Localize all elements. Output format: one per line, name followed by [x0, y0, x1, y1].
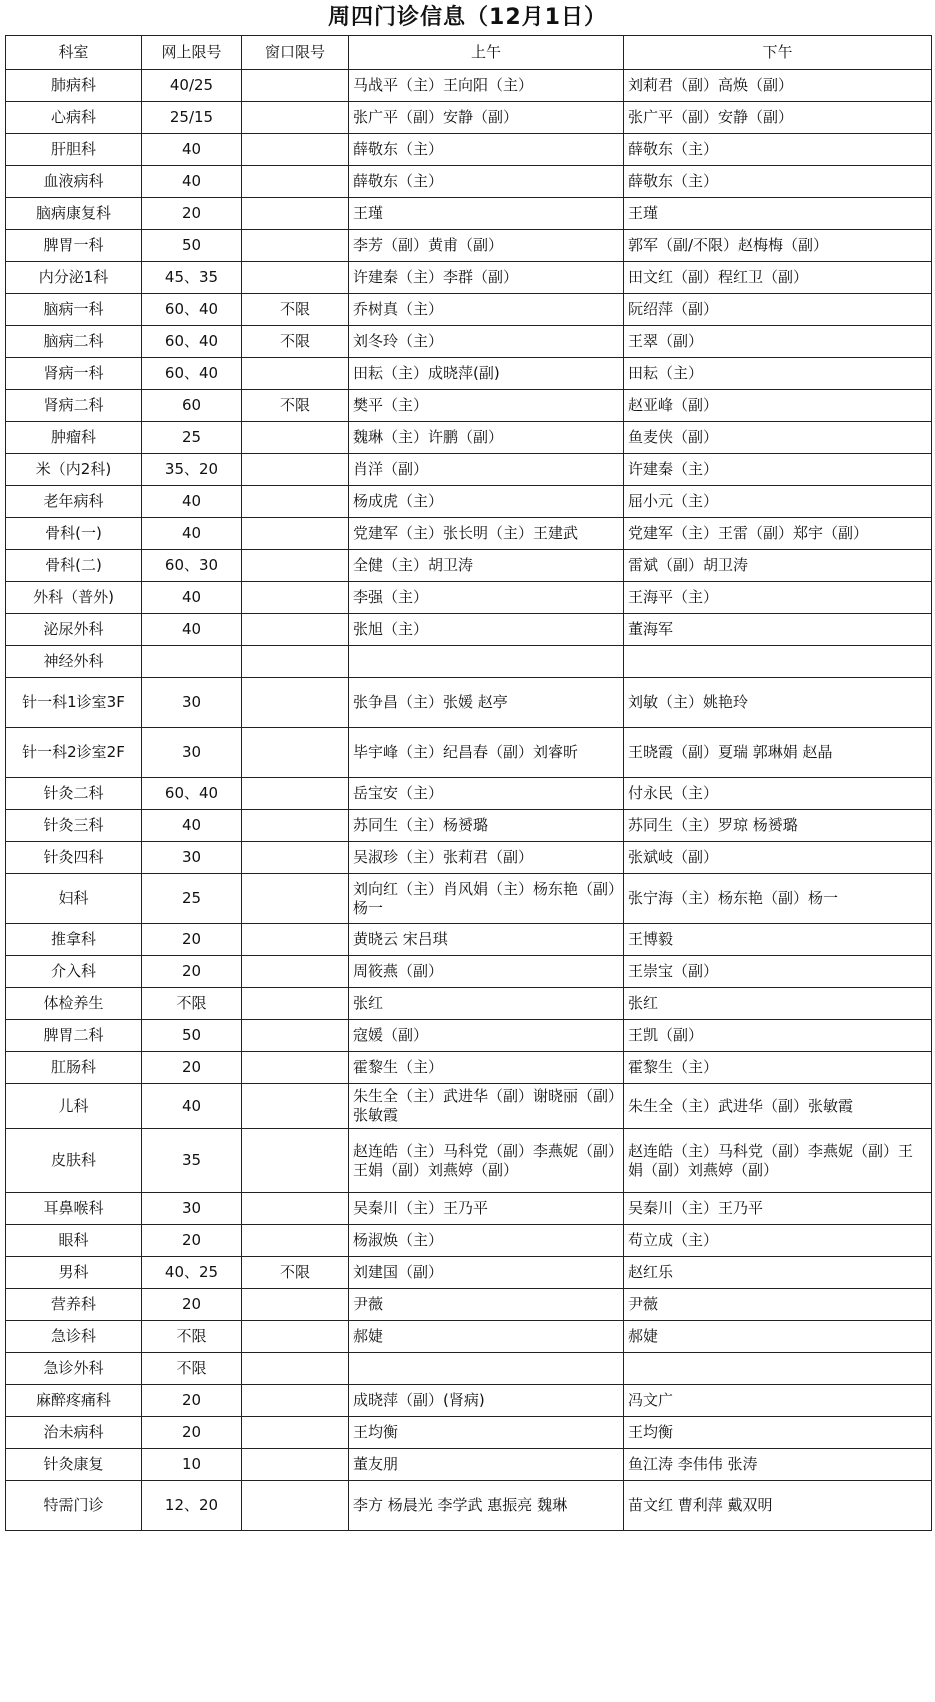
morning-doctors-cell: 李方 杨晨光 李学武 惠振亮 魏琳 — [349, 1481, 624, 1531]
afternoon-doctors-cell: 王均衡 — [624, 1417, 932, 1449]
window-limit-cell — [242, 988, 349, 1020]
page-title: 周四门诊信息（12月1日） — [328, 5, 607, 30]
online-limit-cell: 40/25 — [142, 70, 242, 102]
online-limit-cell: 30 — [142, 728, 242, 778]
table-row — [6, 1321, 932, 1353]
online-limit-cell: 25/15 — [142, 102, 242, 134]
table-row — [6, 728, 932, 778]
dept-cell: 肾病二科 — [6, 390, 142, 422]
window-limit-cell — [242, 1385, 349, 1417]
morning-doctors-cell: 王均衡 — [349, 1417, 624, 1449]
morning-doctors-cell: 成晓萍（副）(肾病) — [349, 1385, 624, 1417]
afternoon-doctors-cell: 张宁海（主）杨东艳（副）杨一 — [624, 874, 932, 924]
dept-cell: 脾胃二科 — [6, 1020, 142, 1052]
table-row — [6, 390, 932, 422]
table-row — [6, 134, 932, 166]
dept-cell: 针灸二科 — [6, 778, 142, 810]
dept-cell: 肿瘤科 — [6, 422, 142, 454]
window-limit-cell — [242, 518, 349, 550]
window-limit-cell — [242, 678, 349, 728]
afternoon-doctors-cell: 王瑾 — [624, 198, 932, 230]
dept-cell: 麻醉疼痛科 — [6, 1385, 142, 1417]
morning-doctors-cell: 尹薇 — [349, 1289, 624, 1321]
window-limit-cell — [242, 810, 349, 842]
online-limit-cell: 40 — [142, 518, 242, 550]
table-row — [6, 294, 932, 326]
table-row — [6, 988, 932, 1020]
dept-cell: 骨科(二) — [6, 550, 142, 582]
table-row — [6, 486, 932, 518]
window-limit-cell — [242, 1289, 349, 1321]
dept-cell: 耳鼻喉科 — [6, 1193, 142, 1225]
table-row — [6, 550, 932, 582]
window-limit-cell — [242, 924, 349, 956]
window-limit-cell — [242, 646, 349, 678]
morning-doctors-cell: 魏琳（主）许鹏（副） — [349, 422, 624, 454]
dept-cell: 肛肠科 — [6, 1052, 142, 1084]
table-row — [6, 454, 932, 486]
morning-doctors-cell: 董友朋 — [349, 1449, 624, 1481]
afternoon-doctors-cell: 鱼麦侠（副） — [624, 422, 932, 454]
window-limit-cell — [242, 874, 349, 924]
morning-doctors-cell: 马战平（主）王向阳（主） — [349, 70, 624, 102]
table-row — [6, 1481, 932, 1531]
window-limit-cell — [242, 166, 349, 198]
dept-cell: 体检养生 — [6, 988, 142, 1020]
dept-cell: 针灸康复 — [6, 1449, 142, 1481]
afternoon-doctors-cell: 霍黎生（主） — [624, 1052, 932, 1084]
morning-doctors-cell: 许建秦（主）李群（副） — [349, 262, 624, 294]
afternoon-doctors-cell: 田耘（主） — [624, 358, 932, 390]
dept-cell: 介入科 — [6, 956, 142, 988]
dept-cell: 儿科 — [6, 1084, 142, 1129]
table-row — [6, 1289, 932, 1321]
afternoon-doctors-cell — [624, 1353, 932, 1385]
online-limit-cell: 20 — [142, 1052, 242, 1084]
table-row — [6, 518, 932, 550]
morning-doctors-cell: 薛敬东（主） — [349, 166, 624, 198]
morning-doctors-cell: 王瑾 — [349, 198, 624, 230]
table-row — [6, 1257, 932, 1289]
window-limit-cell — [242, 102, 349, 134]
morning-doctors-cell: 李强（主） — [349, 582, 624, 614]
window-limit-cell — [242, 1193, 349, 1225]
window-limit-cell — [242, 550, 349, 582]
online-limit-cell: 不限 — [142, 1353, 242, 1385]
afternoon-doctors-cell: 郝婕 — [624, 1321, 932, 1353]
afternoon-doctors-cell: 郭军（副/不限）赵梅梅（副） — [624, 230, 932, 262]
afternoon-doctors-cell: 尹薇 — [624, 1289, 932, 1321]
online-limit-cell: 60、30 — [142, 550, 242, 582]
table-row — [6, 778, 932, 810]
window-limit-cell: 不限 — [242, 1257, 349, 1289]
table-row — [6, 582, 932, 614]
online-limit-cell: 40 — [142, 810, 242, 842]
online-limit-cell: 不限 — [142, 1321, 242, 1353]
morning-doctors-cell: 岳宝安（主） — [349, 778, 624, 810]
table-row — [6, 810, 932, 842]
afternoon-doctors-cell: 苟立成（主） — [624, 1225, 932, 1257]
afternoon-doctors-cell: 王晓霞（副）夏瑞 郭琳娟 赵晶 — [624, 728, 932, 778]
online-limit-cell: 40 — [142, 134, 242, 166]
afternoon-doctors-cell: 王凯（副） — [624, 1020, 932, 1052]
morning-doctors-cell: 寇媛（副） — [349, 1020, 624, 1052]
dept-cell: 针一科2诊室2F — [6, 728, 142, 778]
online-limit-cell: 40 — [142, 486, 242, 518]
morning-doctors-cell: 霍黎生（主） — [349, 1052, 624, 1084]
table-row — [6, 1129, 932, 1193]
online-limit-cell: 20 — [142, 956, 242, 988]
online-limit-cell: 20 — [142, 1225, 242, 1257]
afternoon-doctors-cell: 阮绍萍（副） — [624, 294, 932, 326]
table-row — [6, 1417, 932, 1449]
table-row — [6, 874, 932, 924]
table-row — [6, 1225, 932, 1257]
dept-cell: 急诊外科 — [6, 1353, 142, 1385]
window-limit-cell — [242, 70, 349, 102]
afternoon-doctors-cell: 冯文广 — [624, 1385, 932, 1417]
dept-cell: 针灸三科 — [6, 810, 142, 842]
window-limit-cell — [242, 956, 349, 988]
afternoon-doctors-cell: 朱生全（主）武进华（副）张敏霞 — [624, 1084, 932, 1129]
dept-cell: 皮肤科 — [6, 1129, 142, 1193]
table-row — [6, 1385, 932, 1417]
online-limit-cell: 30 — [142, 842, 242, 874]
table-row — [6, 924, 932, 956]
afternoon-doctors-cell: 董海军 — [624, 614, 932, 646]
afternoon-doctors-cell: 王博毅 — [624, 924, 932, 956]
online-limit-cell: 25 — [142, 422, 242, 454]
morning-doctors-cell: 周筱燕（副） — [349, 956, 624, 988]
afternoon-doctors-cell: 王海平（主） — [624, 582, 932, 614]
dept-cell: 脾胃一科 — [6, 230, 142, 262]
online-limit-cell: 35 — [142, 1129, 242, 1193]
morning-doctors-cell: 樊平（主） — [349, 390, 624, 422]
afternoon-doctors-cell: 党建军（主）王雷（副）郑宇（副） — [624, 518, 932, 550]
afternoon-doctors-cell: 苏同生（主）罗琼 杨赟璐 — [624, 810, 932, 842]
dept-cell: 脑病康复科 — [6, 198, 142, 230]
window-limit-cell: 不限 — [242, 326, 349, 358]
clinic-schedule-table — [5, 35, 932, 1531]
window-limit-cell — [242, 842, 349, 874]
dept-cell: 营养科 — [6, 1289, 142, 1321]
morning-doctors-cell: 刘建国（副） — [349, 1257, 624, 1289]
morning-doctors-cell: 乔树真（主） — [349, 294, 624, 326]
morning-doctors-cell: 吴秦川（主）王乃平 — [349, 1193, 624, 1225]
morning-doctors-cell: 张红 — [349, 988, 624, 1020]
morning-doctors-cell: 苏同生（主）杨赟璐 — [349, 810, 624, 842]
table-row — [6, 70, 932, 102]
table-row — [6, 1084, 932, 1129]
table-row — [6, 102, 932, 134]
dept-cell: 米（内2科) — [6, 454, 142, 486]
table-row — [6, 230, 932, 262]
online-limit-cell: 20 — [142, 1417, 242, 1449]
online-limit-cell: 35、20 — [142, 454, 242, 486]
morning-doctors-cell: 赵连皓（主）马科党（副）李燕妮（副）王娟（副）刘燕婷（副） — [349, 1129, 624, 1193]
online-limit-cell — [142, 646, 242, 678]
window-limit-cell — [242, 262, 349, 294]
dept-cell: 神经外科 — [6, 646, 142, 678]
morning-doctors-cell: 杨成虎（主） — [349, 486, 624, 518]
online-limit-cell: 60、40 — [142, 326, 242, 358]
dept-cell: 内分泌1科 — [6, 262, 142, 294]
window-limit-cell — [242, 1052, 349, 1084]
dept-cell: 肾病一科 — [6, 358, 142, 390]
window-limit-cell — [242, 778, 349, 810]
afternoon-doctors-cell: 刘敏（主）姚艳玲 — [624, 678, 932, 728]
online-limit-cell: 40 — [142, 166, 242, 198]
morning-doctors-cell: 肖洋（副） — [349, 454, 624, 486]
morning-doctors-cell: 张争昌（主）张媛 赵亭 — [349, 678, 624, 728]
online-limit-cell: 20 — [142, 1385, 242, 1417]
window-limit-cell — [242, 198, 349, 230]
online-limit-cell: 10 — [142, 1449, 242, 1481]
window-limit-cell — [242, 422, 349, 454]
dept-cell: 肺病科 — [6, 70, 142, 102]
window-limit-cell — [242, 230, 349, 262]
table-row — [6, 198, 932, 230]
afternoon-doctors-cell: 王崇宝（副） — [624, 956, 932, 988]
afternoon-doctors-cell: 赵红乐 — [624, 1257, 932, 1289]
table-row — [6, 842, 932, 874]
window-limit-cell — [242, 582, 349, 614]
window-limit-cell: 不限 — [242, 390, 349, 422]
table-row — [6, 1449, 932, 1481]
dept-cell: 骨科(一) — [6, 518, 142, 550]
window-limit-cell — [242, 1481, 349, 1531]
online-limit-cell: 30 — [142, 1193, 242, 1225]
table-row — [6, 1020, 932, 1052]
header-morning: 上午 — [349, 36, 624, 70]
morning-doctors-cell: 吴淑珍（主）张莉君（副） — [349, 842, 624, 874]
window-limit-cell — [242, 358, 349, 390]
table-row — [6, 956, 932, 988]
window-limit-cell — [242, 1353, 349, 1385]
table-row — [6, 326, 932, 358]
morning-doctors-cell: 田耘（主）成晓萍(副) — [349, 358, 624, 390]
dept-cell: 心病科 — [6, 102, 142, 134]
afternoon-doctors-cell: 赵连皓（主）马科党（副）李燕妮（副）王娟（副）刘燕婷（副） — [624, 1129, 932, 1193]
dept-cell: 急诊科 — [6, 1321, 142, 1353]
online-limit-cell: 40 — [142, 1084, 242, 1129]
table-row — [6, 646, 932, 678]
morning-doctors-cell: 朱生全（主）武进华（副）谢晓丽（副）张敏霞 — [349, 1084, 624, 1129]
online-limit-cell: 60、40 — [142, 358, 242, 390]
dept-cell: 血液病科 — [6, 166, 142, 198]
dept-cell: 男科 — [6, 1257, 142, 1289]
afternoon-doctors-cell: 王翠（副） — [624, 326, 932, 358]
afternoon-doctors-cell: 屈小元（主） — [624, 486, 932, 518]
dept-cell: 针灸四科 — [6, 842, 142, 874]
online-limit-cell: 40 — [142, 582, 242, 614]
morning-doctors-cell — [349, 646, 624, 678]
dept-cell: 脑病二科 — [6, 326, 142, 358]
header-afternoon: 下午 — [624, 36, 932, 70]
table-row — [6, 422, 932, 454]
window-limit-cell — [242, 134, 349, 166]
afternoon-doctors-cell: 赵亚峰（副） — [624, 390, 932, 422]
table-row — [6, 1052, 932, 1084]
window-limit-cell — [242, 1449, 349, 1481]
table-row — [6, 1353, 932, 1385]
header-dept: 科室 — [6, 36, 142, 70]
afternoon-doctors-cell: 鱼江涛 李伟伟 张涛 — [624, 1449, 932, 1481]
online-limit-cell: 20 — [142, 924, 242, 956]
afternoon-doctors-cell: 田文红（副）程红卫（副） — [624, 262, 932, 294]
dept-cell: 眼科 — [6, 1225, 142, 1257]
afternoon-doctors-cell — [624, 646, 932, 678]
afternoon-doctors-cell: 付永民（主） — [624, 778, 932, 810]
afternoon-doctors-cell: 薛敬东（主） — [624, 134, 932, 166]
online-limit-cell: 60 — [142, 390, 242, 422]
window-limit-cell — [242, 614, 349, 646]
window-limit-cell — [242, 1321, 349, 1353]
online-limit-cell: 20 — [142, 198, 242, 230]
table-row — [6, 678, 932, 728]
afternoon-doctors-cell: 张斌岐（副） — [624, 842, 932, 874]
morning-doctors-cell: 毕宇峰（主）纪昌春（副）刘睿昕 — [349, 728, 624, 778]
header-row — [6, 36, 932, 70]
window-limit-cell — [242, 1225, 349, 1257]
morning-doctors-cell: 刘冬玲（主） — [349, 326, 624, 358]
online-limit-cell: 45、35 — [142, 262, 242, 294]
afternoon-doctors-cell: 许建秦（主） — [624, 454, 932, 486]
online-limit-cell: 30 — [142, 678, 242, 728]
afternoon-doctors-cell: 苗文红 曹利萍 戴双明 — [624, 1481, 932, 1531]
afternoon-doctors-cell: 刘莉君（副）高焕（副） — [624, 70, 932, 102]
online-limit-cell: 50 — [142, 230, 242, 262]
online-limit-cell: 20 — [142, 1289, 242, 1321]
dept-cell: 肝胆科 — [6, 134, 142, 166]
morning-doctors-cell: 刘向红（主）肖风娟（主）杨东艳（副）杨一 — [349, 874, 624, 924]
table-row — [6, 262, 932, 294]
afternoon-doctors-cell: 薛敬东（主） — [624, 166, 932, 198]
afternoon-doctors-cell: 张广平（副）安静（副） — [624, 102, 932, 134]
table-row — [6, 166, 932, 198]
window-limit-cell — [242, 1417, 349, 1449]
window-limit-cell — [242, 1129, 349, 1193]
window-limit-cell: 不限 — [242, 294, 349, 326]
morning-doctors-cell: 李芳（副）黄甫（副） — [349, 230, 624, 262]
online-limit-cell: 60、40 — [142, 294, 242, 326]
afternoon-doctors-cell: 张红 — [624, 988, 932, 1020]
window-limit-cell — [242, 454, 349, 486]
online-limit-cell: 25 — [142, 874, 242, 924]
online-limit-cell: 12、20 — [142, 1481, 242, 1531]
table-row — [6, 1193, 932, 1225]
dept-cell: 针一科1诊室3F — [6, 678, 142, 728]
dept-cell: 泌尿外科 — [6, 614, 142, 646]
online-limit-cell: 40、25 — [142, 1257, 242, 1289]
dept-cell: 特需门诊 — [6, 1481, 142, 1531]
morning-doctors-cell: 张旭（主） — [349, 614, 624, 646]
header-window-limit: 窗口限号 — [242, 36, 349, 70]
window-limit-cell — [242, 486, 349, 518]
table-row — [6, 358, 932, 390]
window-limit-cell — [242, 1084, 349, 1129]
afternoon-doctors-cell: 吴秦川（主）王乃平 — [624, 1193, 932, 1225]
header-online-limit: 网上限号 — [142, 36, 242, 70]
morning-doctors-cell: 薛敬东（主） — [349, 134, 624, 166]
online-limit-cell: 不限 — [142, 988, 242, 1020]
window-limit-cell — [242, 728, 349, 778]
window-limit-cell — [242, 1020, 349, 1052]
morning-doctors-cell: 张广平（副）安静（副） — [349, 102, 624, 134]
online-limit-cell: 60、40 — [142, 778, 242, 810]
morning-doctors-cell: 黄晓云 宋吕琪 — [349, 924, 624, 956]
dept-cell: 妇科 — [6, 874, 142, 924]
dept-cell: 治未病科 — [6, 1417, 142, 1449]
table-row — [6, 614, 932, 646]
online-limit-cell: 50 — [142, 1020, 242, 1052]
morning-doctors-cell: 郝婕 — [349, 1321, 624, 1353]
dept-cell: 老年病科 — [6, 486, 142, 518]
morning-doctors-cell: 全健（主）胡卫涛 — [349, 550, 624, 582]
dept-cell: 外科（普外) — [6, 582, 142, 614]
online-limit-cell: 40 — [142, 614, 242, 646]
dept-cell: 推拿科 — [6, 924, 142, 956]
morning-doctors-cell — [349, 1353, 624, 1385]
table-body — [6, 70, 932, 1531]
dept-cell: 脑病一科 — [6, 294, 142, 326]
afternoon-doctors-cell: 雷斌（副）胡卫涛 — [624, 550, 932, 582]
morning-doctors-cell: 党建军（主）张长明（主）王建武 — [349, 518, 624, 550]
morning-doctors-cell: 杨淑焕（主） — [349, 1225, 624, 1257]
